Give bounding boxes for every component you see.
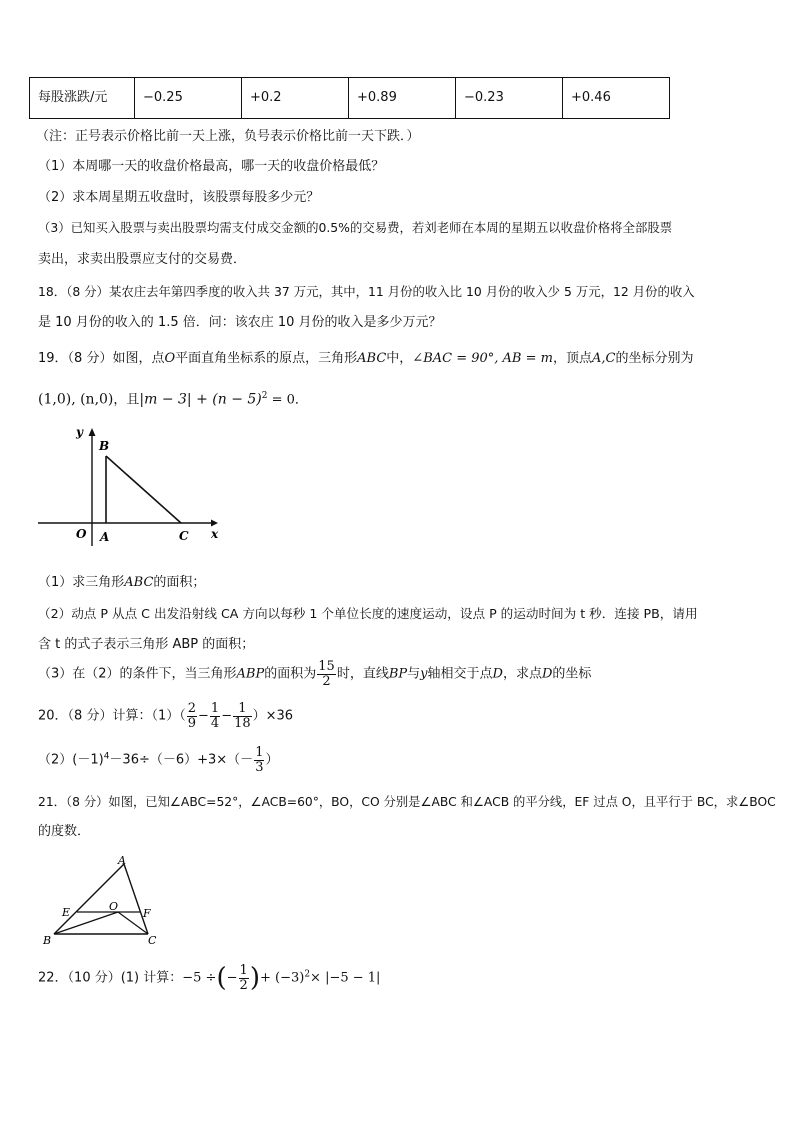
label-f: F [143, 907, 151, 920]
angle-expression: ∠BAC = 90°, AB = m [412, 351, 553, 366]
q18-line2: 是 10 月份的收入的 1.5 倍．问：该农庄 10 月份的收入是多少万元？ [38, 315, 442, 330]
q20-part1-text: ）×36 [252, 708, 294, 724]
table-cell: +0.89 [349, 78, 456, 119]
q19-coordinate-figure [36, 424, 222, 548]
q19-condition [38, 390, 308, 409]
denominator: 4 [210, 715, 220, 731]
q19-part3-text: ，求点 [502, 666, 542, 682]
exponent: 2 [304, 969, 311, 980]
triangle-abp: ABP [236, 666, 265, 682]
q19-part3-text: （3）在（2）的条件下，当三角形 [38, 666, 237, 682]
q21-line1: 21．（8 分）如图，已知∠ABC=52°，∠ACB=60°，BO，CO 分别是∠ABC 和∠ACB 的平分线，EF 过点 O，且平行于 BC，求∠BOC [38, 795, 776, 809]
denominator: 18 [234, 715, 251, 731]
label-o: O [76, 527, 87, 541]
denominator: 9 [187, 715, 196, 731]
label-e: E [62, 906, 71, 919]
q19-part3-text: 时，直线 [336, 666, 389, 682]
numerator: 1 [233, 702, 252, 717]
numerator: 1 [210, 701, 220, 716]
stock-change-table [29, 77, 670, 119]
table-cell: +0.2 [242, 78, 349, 119]
q22-part1 [38, 964, 380, 992]
expression: × |−5 − 1| [310, 970, 381, 986]
axis-y: y [420, 666, 428, 682]
q18-line1: 18．（8 分）某农庄去年第四季度的收入共 37 万元，其中，11 月份的收入比 10 月份的收入少 5 万元，12 月份的收入 [38, 284, 695, 299]
denominator: 3 [255, 759, 264, 775]
q20-part2-text: －36÷（－6）+3×（－ [109, 752, 254, 768]
minus-sign: − [198, 708, 209, 724]
fraction [254, 746, 264, 774]
q17-part3-line2: 卖出，求卖出股票应支付的交易费． [38, 252, 247, 267]
right-paren: ) [249, 963, 260, 994]
q19-part1 [38, 574, 205, 592]
numerator: 15 [318, 659, 335, 674]
point-o: O [164, 351, 176, 366]
label-o: O [109, 900, 119, 913]
triangle-abc: ABC [357, 351, 387, 366]
q19-condition-text: = 0． [267, 392, 308, 408]
q19-intro-text: 平面直角坐标系的原点，三角形 [175, 351, 358, 366]
point-d: D [541, 666, 553, 682]
q17-part2: （2）求本周星期五收盘时，该股票每股多少元？ [38, 190, 320, 205]
y-axis-arrow [89, 428, 96, 436]
fraction [233, 702, 252, 730]
q19-part3-text: 轴相交于点 [427, 666, 493, 682]
label-a: A [118, 854, 126, 867]
table-cell: −0.25 [135, 78, 242, 119]
table-cell: +0.46 [563, 78, 670, 119]
q20-part1-text: 20．（8 分）计算：（1）（ [38, 708, 186, 724]
label-a: A [100, 530, 110, 544]
q19-part2-line1: （2）动点 P 从点 C 出发沿射线 CA 方向以每秒 1 个单位长度的速度运动，设点 P 的运动时间为 t 秒．连接 PB，请用 [38, 606, 698, 621]
q19-intro-text: 中， [386, 351, 413, 366]
exponent: 4 [103, 751, 110, 762]
line-bp: BP [388, 666, 408, 682]
denominator: 2 [322, 673, 331, 689]
segment-ac [124, 864, 148, 934]
q21-line2: 的度数． [38, 824, 91, 839]
label-c: C [148, 934, 157, 947]
fraction [210, 702, 220, 730]
q19-part1-text: （1）求三角形 [38, 575, 125, 590]
numerator: 2 [187, 701, 196, 716]
exponent: 2 [261, 391, 268, 401]
q21-triangle-figure [40, 852, 170, 948]
q22-text: 22．（10 分）(1) 计算： [38, 970, 183, 986]
q19-intro-text: 的坐标分别为 [615, 351, 694, 366]
label-c: C [179, 529, 189, 543]
segment-ab [54, 864, 124, 934]
q19-condition-text: ，且 [113, 392, 140, 408]
minus-sign: − [221, 708, 233, 724]
q19-intro [38, 350, 693, 368]
fraction [187, 702, 197, 730]
q19-part3 [38, 660, 591, 688]
q20-part2-text: （2）(－1) [38, 752, 104, 768]
segment-bc [106, 456, 181, 523]
q19-intro-text: 19．（8 分）如图，点 [38, 351, 165, 366]
vertices-ac: A,C [591, 351, 616, 366]
label-b: B [43, 934, 52, 947]
q19-part1-text: 的面积； [153, 575, 206, 590]
table-header-cell: 每股涨跌/元 [30, 78, 135, 119]
q19-part2-line2: 含 t 的式子表示三角形 ABP 的面积； [38, 637, 255, 652]
fraction-fifteen-halves [317, 660, 336, 688]
numerator: 1 [255, 745, 264, 760]
expression: −5 ÷ [182, 970, 217, 986]
y-axis-label: y [76, 425, 83, 439]
q19-intro-text: ，顶点 [552, 351, 592, 366]
table-cell: −0.23 [456, 78, 563, 119]
fraction [239, 964, 249, 992]
triangle-abc: ABC [124, 575, 154, 590]
q20-part1 [38, 702, 293, 730]
denominator: 2 [239, 977, 248, 993]
table-note: （注：正号表示价格比前一天上涨，负号表示价格比前一天下跌．） [36, 129, 420, 144]
x-axis-arrow [211, 520, 218, 527]
q19-part3-text: 的坐标 [552, 666, 592, 682]
q20-part2-text: ） [265, 752, 279, 768]
numerator: 1 [239, 963, 248, 978]
table-row [30, 78, 670, 119]
expression: + (−3) [259, 970, 305, 986]
label-b: B [99, 439, 110, 453]
minus-sign: − [226, 970, 238, 986]
x-axis-label: x [211, 527, 219, 541]
q17-part3-line1: （3）已知买入股票与卖出股票均需支付成交金额的0.5%的交易费，若刘老师在本周的星期五以收盘价格将全部股票 [38, 220, 673, 235]
q17-part1: （1）本周哪一天的收盘价格最高，哪一天的收盘价格最低？ [38, 159, 385, 174]
q20-part2 [38, 746, 278, 774]
coordinates: (1,0), (n,0) [38, 391, 114, 408]
q19-part3-text: 与 [407, 666, 421, 682]
q19-part3-text: 的面积为 [264, 666, 317, 682]
left-paren: ( [216, 963, 227, 994]
condition-expression: |m − 3| + (n − 5) [139, 391, 262, 408]
point-d: D [492, 666, 503, 682]
